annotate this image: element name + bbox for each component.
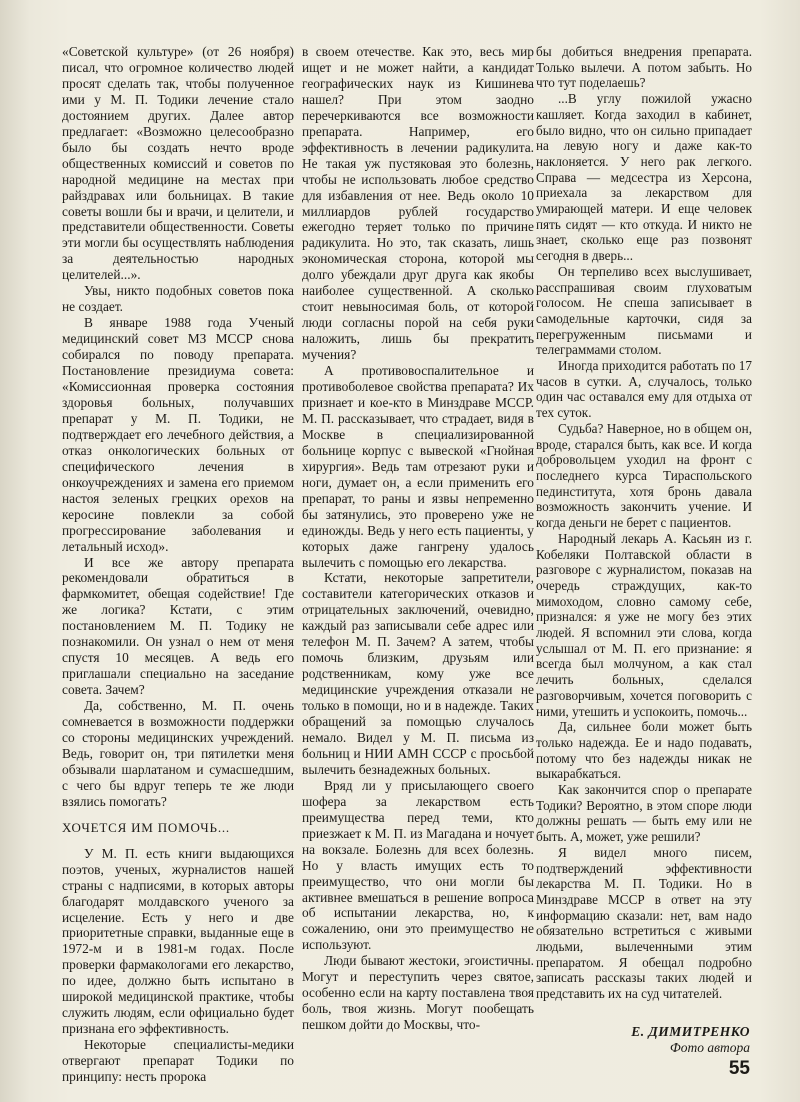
photo-credit: Фото автора <box>669 1040 750 1055</box>
article-paragraph: Вряд ли у присылающего своего шофера за лекарством есть преимущества перед теми, кто приезжает к М. П. из Магадана и ночует на вокзале. Болезнь для всех болезнь. Но у власть имущих есть то преимущество, что они могли бы активнее вмешаться в решение вопроса об испытании лекарства, но, к сожалению, они это преимущество не используют. <box>302 777 534 953</box>
article-paragraph: Он терпеливо всех выслушивает, расспрашивая своим глуховатым голосом. Не спеша записывает в самодельные карточки, сидя за перегруженным письмами и телеграммами столом. <box>536 263 752 358</box>
author-name: Е. ДИМИТРЕНКО <box>631 1024 750 1039</box>
article-paragraph: Судьба? Наверное, но в общем он, вроде, старался быть, как все. И когда добровольцем уходил на фронт с последнего курса Тираспольского пединститута, хотя бронь давала возможность закончить учение. И когда деньги не берет с пациентов. <box>536 420 752 531</box>
article-column-3 <box>536 44 752 1002</box>
article-paragraph: Увы, никто подобных советов пока не создает. <box>62 283 294 315</box>
article-paragraph: «Советской культуре» (от 26 ноября) писал, что огромное количество людей просят сделать так, чтобы полученное ими у М. П. Тодики лечение стало достоянием других. Далее автор предлагает: «Возможно целесообразно было бы создать нечто вроде общественных комиссий и советов по народной медицине на местах при райздравах или больницах. В такие советы вошли бы и врачи, и целители, и представители общественности. Советы эти могли бы осуществлять наблюдения за деятельностью народных целителей...». <box>62 44 294 283</box>
article-paragraph: Да, собственно, М. П. очень сомневается в возможности поддержки со стороны медицинских учреждений. Ведь, говорит он, три пятилетки меня обзывали шарлатаном и сумасшедшим, с чего бы вдруг теперь те же люди взялись помогать? <box>62 698 294 809</box>
article-column-2 <box>302 44 534 1033</box>
article-paragraph: Как закончится спор о препарате Тодики? Вероятно, в этом споре люди должны решать — быть ему или не быть. А, может, уже решили? <box>536 782 752 845</box>
byline <box>631 1024 750 1056</box>
article-paragraph: Некоторые специалисты-медики отвергают препарат Тодики по принципу: несть пророка <box>62 1037 294 1085</box>
article-paragraph: Народный лекарь А. Касьян из г. Кобеляки Полтавской области в разговоре с журналистом, показав на очередь страждущих, как-то мимоходом, словно самому себе, признался: я уже не могу без этих людей. Я вспомнил эти слова, когда услышал от М. П. его признание: я всегда был молчуном, а как стал лечить больных, сделался разговорчивым, хочется поговорить с ними, утешить и успокоить, помочь... <box>536 530 752 719</box>
article-column-1 <box>62 44 294 1085</box>
article-paragraph: В январе 1988 года Ученый медицинский совет МЗ МССР снова собирался по поводу препарата. Постановление президиума совета: «Комиссионная проверка состояния здоровья больных, получавших препарат у М. П. Тодики, не подтверждает его лечебного действия, а отказ онкологических больных от специфического лечения в онкоучреждениях и замена его приемом настоя зеленых грецких орехов на керосине повлекли за собой прогрессирование заболевания и летальный исход». <box>62 315 294 554</box>
article-paragraph: И все же автору препарата рекомендовали обратиться в фармкомитет, обещая содействие! Где же логика? Кстати, с этим постановлением М. П. Тодику не познакомили. Он узнал о нем от меня спустя 10 месяцев. А ведь его приглашали специально на заседание совета. Зачем? <box>62 554 294 698</box>
article-paragraph: Люди бывают жестоки, эгоистичны. Могут и переступить через святое, особенно если на карту поставлена твоя боль, твоя жизнь. Могут пообещать пешком дойти до Москвы, что- <box>302 953 534 1033</box>
article-paragraph: бы добиться внедрения препарата. Только вылечи. А потом забыть. Но что тут поделаешь? <box>536 44 752 91</box>
article-paragraph: в своем отечестве. Как это, весь мир ищет и не может найти, а кандидат географических наук из Кишинева нашел? При этом заодно перечеркиваются все возможности препарата. Например, его эффективность в лечении радикулита. Не такая уж пустяковая это болезнь, чтобы не использовать любое средство для избавления от нее. Ведь около 10 миллиардов рублей государство ежегодно теряет только по причине радикулита. Но это, так сказать, лишь экономическая сторона, которой мы долго убеждали друг друга как якобы наиболее существенной. А сколько стоит невыносимая боль, от которой люди согласны порой на себя руки наложить, лишь бы прекратить мучения? <box>302 44 534 363</box>
article-paragraph: Да, сильнее боли может быть только надежда. Ее и надо подавать, потому что без надежды никак не выкарабкаться. <box>536 719 752 782</box>
page-number: 55 <box>728 1058 750 1079</box>
article-paragraph: ...В углу пожилой ужасно кашляет. Когда заходил в кабинет, было видно, что он сильно припадает на левую ногу и даже как-то наклоняется. У него рак легкого. Справа — медсестра из Херсона, приехала за лекарством для умирающей матери. И еще человек пять сидят — кто откуда. И никто не знает, сколько еще раз позвонят сегодня в дверь... <box>536 91 752 264</box>
section-heading: ХОЧЕТСЯ ИМ ПОМОЧЬ... <box>62 819 230 835</box>
article-paragraph: А противовоспалительное и противоболевое свойства препарата? Их признает и кое-кто в Минздраве МССР. М. П. рассказывает, что страдает, видя в Москве в специализированной больнице корпус с вывеской «Гнойная хирургия». Ведь там отрезают руки и ноги, думает он, а если применить его препарат, то раны и язвы непременно бы затянулись, это проверено уже не единожды. Ведь у него есть пациенты, у которых даже гангрену удалось вылечить с помощью его лекарства. <box>302 363 534 570</box>
article-paragraph: Иногда приходится работать по 17 часов в сутки. А, случалось, только один час оставался ему для отдыха от тех суток. <box>536 358 752 421</box>
article-paragraph: Кстати, некоторые запретители, составители категорических отказов и отрицательных заключений, очевидно, каждый раз записывали себе адрес или телефон М. П. Зачем? А затем, чтобы помочь близким, друзьям или родственникам, кому уже все медицинские учреждения отказали не только в помощи, но и в надежде. Таких обращений за помощью случалось немало. Видел у М. П. письма из больниц и НИИ АМН СССР с просьбой вылечить безнадежных больных. <box>302 570 534 777</box>
article-paragraph: Я видел много писем, подтверждений эффективности лекарства М. П. Тодики. Но в Минздраве МССР в ответ на эту информацию сказали: нет, вам надо обязательно встретиться с живыми людьми, вылеченными этим препаратом. Я обещал подробно записать рассказы таких людей и представить их на суд читателей. <box>536 844 752 1002</box>
article-paragraph: У М. П. есть книги выдающихся поэтов, ученых, журналистов нашей страны с надписями, в которых авторы благодарят молдавского ученого за исцеление. Есть у него и две приоритетные справки, выданные еще в 1972-м и в 1981-м годах. После проверки фармакологами его лекарство, по идее, должно быть испытано в широкой медицинской практике, чтобы служить людям, если официально будет признана его эффективность. <box>62 845 294 1037</box>
